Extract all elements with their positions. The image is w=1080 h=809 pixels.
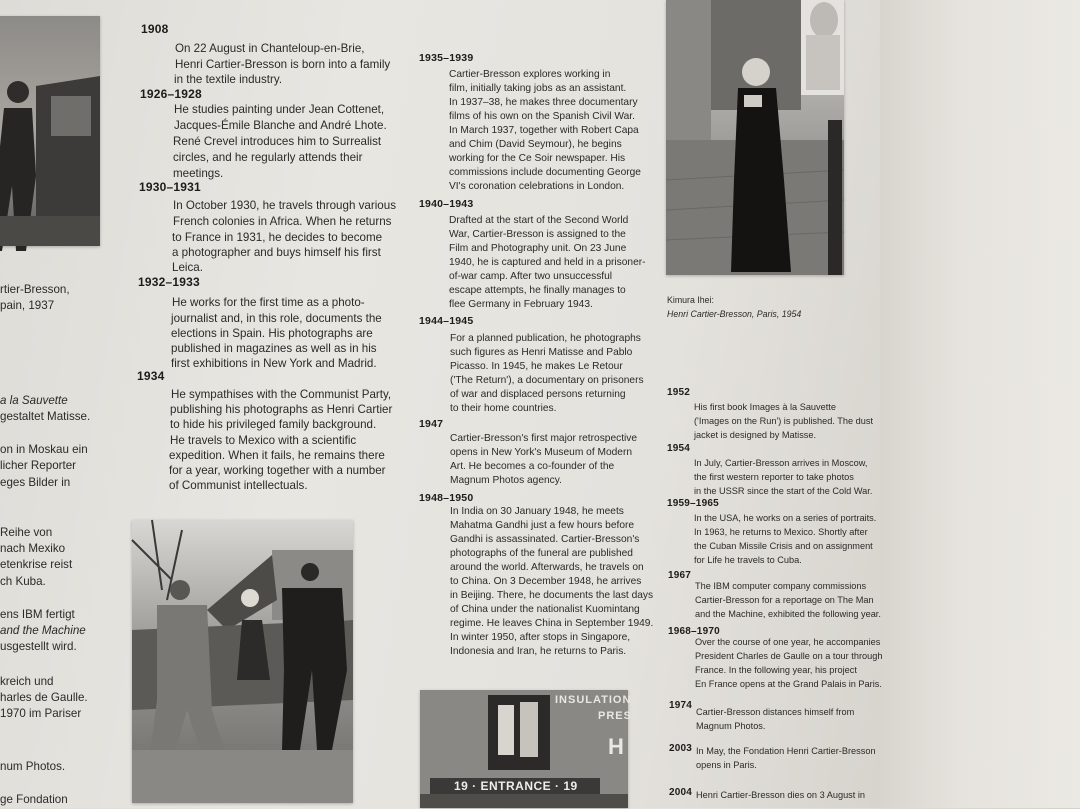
left-line: ge Fondation <box>0 793 68 806</box>
entry-line: He studies painting under Jean Cottenet, <box>174 103 385 116</box>
entry-line: In winter 1950, after stops in Singapore, <box>450 632 631 643</box>
entry-line: The IBM computer company commissions <box>695 581 867 591</box>
left-line: eges Bilder in <box>0 476 71 489</box>
sign-h: H <box>608 734 624 759</box>
photo-man-by-car <box>0 16 100 246</box>
year-label: 1935–1939 <box>419 52 474 64</box>
entry-line: in the USSR since the start of the Cold War. <box>694 486 873 496</box>
entry-line: circles, and he regularly attends their <box>173 151 363 164</box>
photo-parade-with-flag <box>132 520 353 803</box>
entry-line: meetings. <box>173 167 224 180</box>
entry-line: Henri Cartier-Bresson dies on 3 August in <box>696 790 866 800</box>
entry-line: and Chim (David Seymour), he begins <box>449 139 622 150</box>
wall-shadow <box>880 0 1080 808</box>
entry-line: In 1963, he returns to Mexico. Shortly after <box>694 527 868 537</box>
entry-line: of China under the nationalist Kuomintang <box>450 604 640 615</box>
year-label: 1954 <box>667 443 691 454</box>
left-line: etenkrise reist <box>0 558 73 571</box>
entry-line: regime. He leaves China in September 1949. <box>450 618 654 629</box>
entry-line: in the textile industry. <box>174 73 283 86</box>
left-line: kreich und <box>0 675 54 688</box>
entry-line: Cartier-Bresson explores working in <box>449 69 611 80</box>
entry-line: first exhibitions in New York and Madrid. <box>171 357 377 370</box>
left-line: num Photos. <box>0 760 66 773</box>
entry-line: In October 1930, he travels through various <box>173 199 396 212</box>
left-line: a la Sauvette <box>0 394 68 407</box>
entry-line: working for the Ce Soir newspaper. His <box>449 153 626 164</box>
year-label: 1940–1943 <box>419 198 474 210</box>
entry-line: in Beijing. There, he documents the last days <box>450 590 654 601</box>
left-line: harles de Gaulle. <box>0 691 88 704</box>
year-label: 1952 <box>667 387 691 398</box>
left-line: pain, 1937 <box>0 299 55 312</box>
year-label: 1947 <box>419 418 444 430</box>
entry-line: Cartier-Bresson for a reportage on The Man <box>695 595 874 605</box>
sign-entrance: 19 · ENTRANCE · 19 <box>454 779 578 793</box>
entry-line: His first book Images à la Sauvette <box>694 402 836 412</box>
entry-line: Gandhi is assassinated. Cartier-Bresson's <box>450 534 640 545</box>
entry-line: Over the course of one year, he accompanies <box>695 637 881 647</box>
entry-line: Cartier-Bresson's first major retrospective <box>450 433 638 444</box>
year-label: 1934 <box>137 369 165 383</box>
year-label: 1968–1970 <box>668 626 720 637</box>
left-line: 1970 im Pariser <box>0 707 82 720</box>
entry-line: the first western reporter to take photos <box>694 472 854 482</box>
left-line: usgestellt wird. <box>0 640 77 653</box>
year-label: 1926–1928 <box>140 87 202 101</box>
photo-caption-title: Henri Cartier-Bresson, Paris, 1954 <box>667 309 802 319</box>
year-label: 2003 <box>669 743 693 754</box>
entry-line: published in magazines as well as in his <box>171 342 377 355</box>
entry-line: Picasso. In 1945, he makes Le Retour <box>450 361 623 372</box>
entry-line: Film and Photography unit. On 23 June <box>449 243 627 254</box>
entry-line: for a year, working together with a number <box>169 464 386 477</box>
photo-entrance-building <box>420 690 632 808</box>
entry-line: France. In the following year, his project <box>695 665 857 675</box>
entry-line: Magnum Photos. <box>696 721 766 731</box>
entry-line: He works for the first time as a photo- <box>172 296 365 309</box>
entry-line: In May, the Fondation Henri Cartier-Bresson <box>696 746 876 756</box>
left-line: on in Moskau ein <box>0 443 88 456</box>
year-label: 1908 <box>141 22 169 36</box>
entry-line: publishing his photographs as Henri Cartier <box>170 403 393 416</box>
photo-caption-author: Kimura Ihei: <box>667 295 714 305</box>
entry-line: opens in Paris. <box>696 760 757 770</box>
entry-line: ('The Return'), a documentary on prisoners <box>450 375 644 386</box>
entry-line: to their home countries. <box>450 403 557 414</box>
entry-line: He travels to Mexico with a scientific <box>170 434 357 447</box>
entry-line: Drafted at the start of the Second World <box>449 215 629 226</box>
entry-line: for Life he travels to Cuba. <box>694 555 802 565</box>
left-line: nach Mexiko <box>0 542 66 555</box>
entry-line: In India on 30 January 1948, he meets <box>450 506 624 517</box>
entry-line: journalist and, in this role, documents the <box>171 312 382 325</box>
year-label: 1948–1950 <box>419 492 474 504</box>
entry-line: Cartier-Bresson distances himself from <box>696 707 855 717</box>
entry-line: the Cuban Missile Crisis and on assignment <box>694 541 873 551</box>
entry-line: such figures as Henri Matisse and Pablo <box>450 347 633 358</box>
left-line: ens IBM fertigt <box>0 608 75 621</box>
entry-line: to France in 1931, he decides to become <box>172 231 383 244</box>
left-line: licher Reporter <box>0 459 77 472</box>
entry-line: On 22 August in Chanteloup-en-Brie, <box>175 42 365 55</box>
year-label: 1944–1945 <box>419 315 474 327</box>
year-label: 1967 <box>668 570 692 581</box>
entry-line: opens in New York's Museum of Modern <box>450 447 633 458</box>
photo-cartier-bresson-paris <box>666 0 844 275</box>
entry-line: President Charles de Gaulle on a tour through <box>695 651 883 661</box>
entry-line: French colonies in Africa. When he returns <box>173 215 392 228</box>
entry-line: flee Germany in February 1943. <box>449 299 593 310</box>
entry-line: to hide his privileged family background. <box>170 418 377 431</box>
entry-line: René Crevel introduces him to Surrealist <box>173 135 382 148</box>
entry-line: films of his own on the Spanish Civil War. <box>449 111 635 122</box>
left-line: Reihe von <box>0 526 53 539</box>
entry-line: escape attempts, he finally manages to <box>449 285 626 296</box>
entry-line: Leica. <box>172 261 203 274</box>
year-label: 1932–1933 <box>138 275 200 289</box>
entry-line: photographs of the funeral are published <box>450 548 633 559</box>
entry-line: Art. He becomes a co-founder of the <box>450 461 615 472</box>
entry-line: of Communist intellectuals. <box>169 479 308 492</box>
year-label: 1974 <box>669 700 693 711</box>
entry-line: Indonesia and Iran, he returns to Paris. <box>450 646 627 657</box>
sign-insulation: INSULATION <box>555 694 632 706</box>
entry-line: In 1937–38, he makes three documentary <box>449 97 638 108</box>
year-label: 1959–1965 <box>667 498 719 509</box>
entry-line: In March 1937, together with Robert Capa <box>449 125 639 136</box>
entry-line: around the world. Afterwards, he travels on <box>450 562 644 573</box>
entry-line: and the Machine, exhibited the following year. <box>695 609 881 619</box>
entry-line: 1940, he is captured and held in a prisoner- <box>449 257 646 268</box>
entry-line: of-war camp. After two unsuccessful <box>449 271 613 282</box>
entry-line: Jacques-Émile Blanche and André Lhote. <box>174 119 387 132</box>
entry-line: Henri Cartier-Bresson is born into a family <box>175 58 391 71</box>
entry-line: In the USA, he works on a series of portraits. <box>694 513 877 523</box>
year-label: 2004 <box>669 787 693 798</box>
entry-line: jacket is designed by Matisse. <box>694 430 817 440</box>
entry-line: He sympathises with the Communist Party, <box>171 388 392 401</box>
entry-line: film, initially taking jobs as an assistant. <box>449 83 627 94</box>
entry-line: In July, Cartier-Bresson arrives in Moscow, <box>694 458 868 468</box>
entry-line: of war and displaced persons returning <box>450 389 626 400</box>
entry-line: Magnum Photos agency. <box>450 475 562 486</box>
entry-line: VI's coronation celebrations in London. <box>449 181 625 192</box>
entry-line: a photographer and buys himself his first <box>172 246 381 259</box>
entry-line: ('Images on the Run') is published. The dust <box>694 416 874 426</box>
sign-pres: PRES <box>598 710 632 722</box>
left-line: rtier-Bresson, <box>0 283 70 296</box>
entry-line: expedition. When it fails, he remains there <box>169 449 385 462</box>
entry-line: commissions include documenting George <box>449 167 641 178</box>
entry-line: elections in Spain. His photographs are <box>171 327 373 340</box>
entry-line: War, Cartier-Bresson is assigned to the <box>449 229 626 240</box>
entry-line: to China. On 3 December 1948, he arrives <box>450 576 642 587</box>
left-line: ch Kuba. <box>0 575 46 588</box>
year-label: 1930–1931 <box>139 180 201 194</box>
entry-line: For a planned publication, he photographs <box>450 333 641 344</box>
left-line: gestaltet Matisse. <box>0 410 91 423</box>
entry-line: En France opens at the Grand Palais in Paris. <box>695 679 882 689</box>
entry-line: Mahatma Gandhi just a few hours before <box>450 520 635 531</box>
left-line: and the Machine <box>0 624 86 637</box>
